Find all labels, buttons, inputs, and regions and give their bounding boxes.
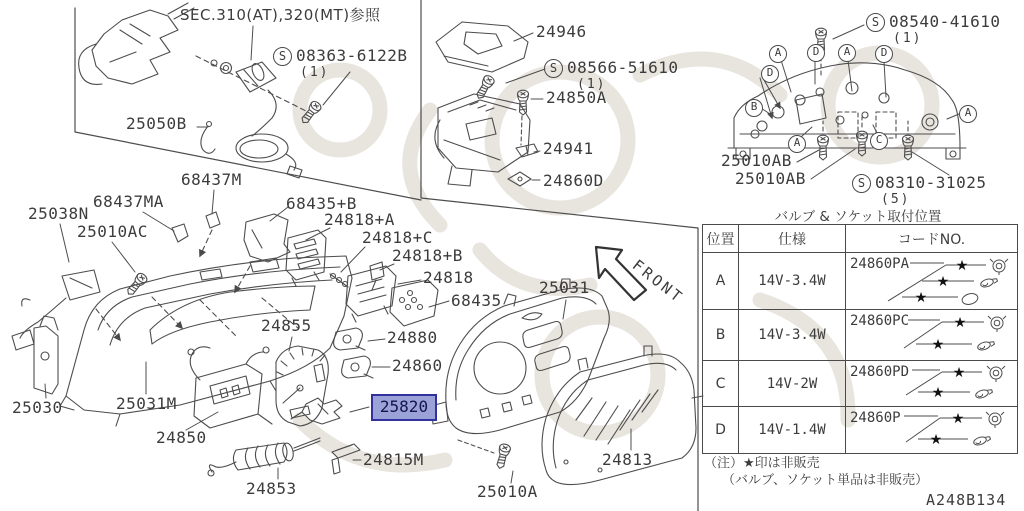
label-24818b[interactable]: 24818+B (392, 246, 463, 265)
label-24818a[interactable]: 24818+A (324, 210, 395, 229)
code-label: 24860PA (850, 256, 910, 272)
table-note-1: （注）★印は非販売 (704, 456, 820, 471)
sec-reference-note: SEC.310(AT),320(MT)参照 (180, 6, 381, 24)
label-24860[interactable]: 24860 (392, 356, 443, 375)
table-note-2: （バルブ、ソケット単品は非販売） (722, 473, 929, 488)
assembly-arrows (96, 230, 250, 340)
label-24850a[interactable]: 24850A (546, 88, 607, 107)
position-marker-a: A (769, 45, 787, 63)
label-25038n[interactable]: 25038N (28, 204, 89, 223)
label-68435b[interactable]: 68435+B (286, 194, 357, 213)
art-socket-24880 (334, 328, 365, 350)
art-switch-25038n (12, 270, 100, 350)
cell-code (846, 407, 1018, 454)
s-mark-icon: S (852, 174, 871, 193)
label-24815m[interactable]: 24815M (363, 450, 424, 469)
art-terminal-24818b (346, 262, 396, 322)
star-icon: ★ (929, 432, 943, 448)
table-row (703, 361, 1018, 407)
art-plate-68435b (244, 214, 290, 262)
cell-spec: 14V-1.4W (739, 407, 846, 454)
label-25031m[interactable]: 25031M (116, 394, 177, 413)
position-marker-a: A (788, 135, 806, 153)
label-25010ac[interactable]: 25010AC (77, 222, 148, 241)
cell-position: C (703, 361, 739, 407)
cell-position: D (703, 407, 739, 454)
cell-spec: 14V-2W (739, 361, 846, 407)
art-hood-24946 (436, 22, 528, 72)
label-bolt-qty: (1) (300, 65, 330, 80)
star-icon: ★ (951, 411, 965, 427)
star-icon: ★ (914, 290, 928, 306)
label-68435[interactable]: 68435 (451, 291, 502, 310)
label-25030[interactable]: 25030 (12, 398, 63, 417)
star-icon: ★ (931, 337, 945, 353)
art-clips-68437 (172, 212, 220, 242)
label-24818c[interactable]: 24818+C (362, 228, 433, 247)
s-mark-icon: S (273, 47, 292, 66)
art-bracket-24941 (516, 144, 538, 157)
s-mark-icon: S (866, 13, 885, 32)
art-bracket-25030 (34, 316, 58, 394)
label-screw-qty: (1) (893, 31, 923, 46)
cell-code (846, 310, 1018, 361)
position-marker-c: C (870, 132, 888, 150)
label-24853[interactable]: 24853 (246, 479, 297, 498)
diagram-code: A248B134 (926, 491, 1007, 509)
cell-spec: 14V-3.4W (739, 253, 846, 310)
art-transmission-housing (79, 3, 194, 84)
label-25010ab-1[interactable]: 25010AB (721, 151, 792, 170)
art-socket-24860 (342, 356, 373, 378)
star-icon: ★ (955, 258, 969, 274)
front-direction-label: FRONT (628, 256, 688, 308)
label-screw-qty: (5) (881, 192, 911, 207)
label-24813[interactable]: 24813 (602, 450, 653, 469)
position-marker-a: A (959, 105, 977, 123)
art-housing-25031m (60, 256, 352, 426)
label-24855[interactable]: 24855 (261, 316, 312, 335)
art-speedo-sensor (196, 56, 308, 178)
cell-code (846, 361, 1018, 407)
table-row (703, 310, 1018, 361)
label-68437ma[interactable]: 68437MA (93, 192, 164, 211)
label-screw-qty: (1) (577, 77, 607, 92)
label-24880[interactable]: 24880 (387, 328, 438, 347)
col-header-code: コードNO. (846, 225, 1018, 253)
label-68437m[interactable]: 68437M (181, 170, 242, 189)
position-marker-d: D (807, 44, 825, 62)
label-24946[interactable]: 24946 (536, 22, 587, 41)
label-bolt-code-08363[interactable]: 08363-6122B (296, 46, 408, 65)
label-25031[interactable]: 25031 (539, 278, 590, 297)
selected-part-label-25820[interactable]: 25820 (371, 394, 437, 421)
code-label: 24860PC (850, 313, 910, 329)
s-mark-icon: S (544, 59, 563, 78)
code-label: 24860PD (850, 364, 910, 380)
table-row (703, 253, 1018, 310)
art-coil-24853 (208, 438, 320, 476)
label-24941[interactable]: 24941 (543, 139, 594, 158)
label-24860d[interactable]: 24860D (543, 171, 604, 190)
table-title: バルブ & ソケット取付位置 (774, 209, 942, 225)
cell-position: B (703, 310, 739, 361)
star-icon: ★ (952, 365, 966, 381)
label-25010a[interactable]: 25010A (477, 482, 538, 501)
label-24850[interactable]: 24850 (156, 428, 207, 447)
position-marker-a: A (838, 44, 856, 62)
table-row (703, 407, 1018, 454)
col-header-spec: 仕様 (739, 225, 846, 253)
label-25050b[interactable]: 25050B (126, 114, 187, 133)
position-marker-d: D (761, 65, 779, 83)
label-screw-code-08310[interactable]: 08310-31025 (875, 173, 987, 192)
col-header-position: 位置 (703, 225, 739, 253)
cell-code (846, 253, 1018, 310)
star-icon: ★ (931, 385, 945, 401)
label-screw-code-08540[interactable]: 08540-41610 (889, 12, 1001, 31)
label-screw-code-08566[interactable]: 08566-51610 (567, 58, 679, 77)
label-24818[interactable]: 24818 (423, 268, 474, 287)
label-25010ab-2[interactable]: 25010AB (735, 169, 806, 188)
cell-spec: 14V-3.4W (739, 310, 846, 361)
art-beads-24818c (330, 274, 348, 288)
cell-position: A (703, 253, 739, 310)
star-icon: ★ (936, 274, 950, 290)
table-header-row (703, 225, 1018, 253)
position-marker-d: D (875, 45, 893, 63)
position-marker-b: B (745, 99, 763, 117)
bulb-socket-table (702, 224, 1018, 454)
art-meter-body (435, 94, 530, 186)
code-label: 24860P (850, 410, 901, 426)
star-icon: ★ (953, 315, 967, 331)
art-odometer-24850 (188, 347, 272, 428)
